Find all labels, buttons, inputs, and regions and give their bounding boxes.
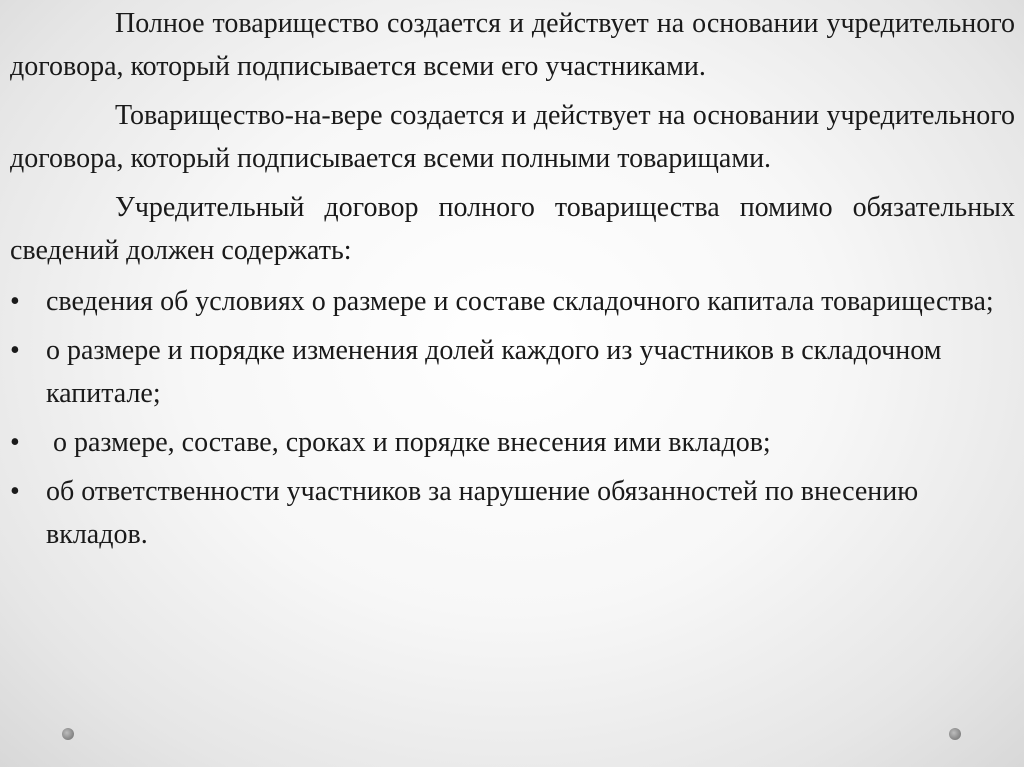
list-item-text: о размере и порядке изменения долей каждого из участников в складочном капитале;: [46, 335, 942, 409]
list-item-text: сведения об условиях о размере и составе складочного капитала товарищества;: [46, 286, 994, 317]
list-item-text: об ответственности участников за нарушение обязанностей по внесению вкладов.: [46, 476, 919, 550]
paragraph-full-partnership: Полное товарищество создается и действует на основании учредительного договора, который подписывается всеми его участниками.: [10, 8, 1015, 82]
bullet-icon: •: [10, 476, 20, 507]
decorative-dot-left-icon: [62, 728, 74, 740]
decorative-dot-right-icon: [949, 728, 961, 740]
bullet-icon: •: [10, 335, 20, 366]
bullet-icon: •: [10, 427, 20, 458]
list-item: [10, 470, 1015, 556]
list-item: [10, 421, 1015, 464]
slide-content: [10, 2, 1015, 562]
contract-requirements-list: [10, 280, 1015, 556]
paragraph-contract-contents: Учредительный договор полного товарищества помимо обязательных сведений должен содержать:: [10, 192, 1015, 266]
list-item: [10, 329, 1015, 415]
bullet-icon: •: [10, 286, 20, 317]
paragraph-limited-partnership: Товарищество-на-вере создается и действует на основании учредительного договора, который подписывается всеми полными товарищами.: [10, 100, 1015, 174]
list-item: [10, 280, 1015, 323]
list-item-text: о размере, составе, сроках и порядке внесения ими вкладов;: [46, 427, 771, 458]
